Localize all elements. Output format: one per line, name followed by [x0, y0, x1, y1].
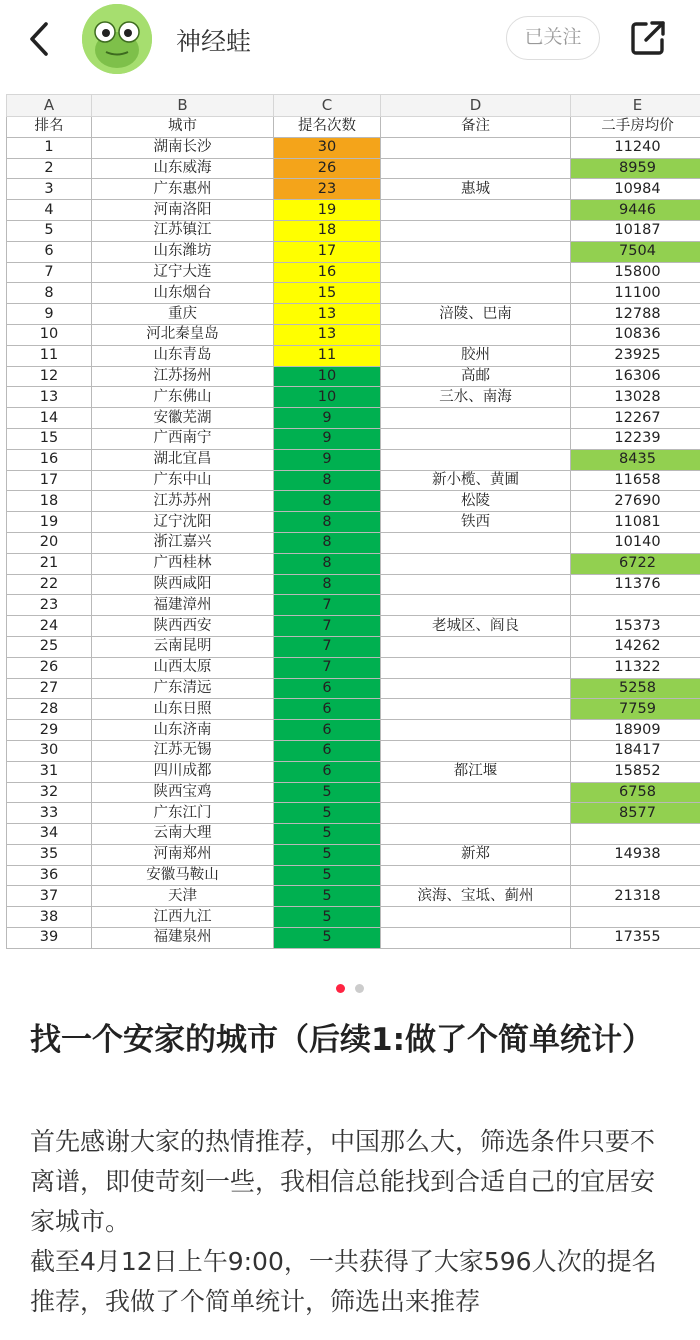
cell-price: 5258 [571, 678, 700, 699]
top-bar [0, 0, 700, 78]
cell-price: 16306 [571, 366, 700, 387]
cell-note [381, 824, 571, 845]
carousel-dot [355, 984, 364, 993]
cell-rank: 8 [7, 283, 92, 304]
cell-count: 7 [274, 616, 381, 637]
cell-note: 惠城 [381, 179, 571, 200]
cell-price [571, 865, 700, 886]
cell-price: 11240 [571, 137, 700, 158]
cell-count: 10 [274, 366, 381, 387]
post-image-spreadsheet[interactable] [0, 94, 700, 960]
table-row [7, 366, 700, 387]
cell-city: 广西南宁 [92, 428, 274, 449]
cell-price [571, 824, 700, 845]
carousel-dot-active [336, 984, 345, 993]
cell-city: 河北秦皇岛 [92, 324, 274, 345]
cell-rank: 23 [7, 595, 92, 616]
cell-note [381, 262, 571, 283]
cell-city: 江苏镇江 [92, 220, 274, 241]
cell-count: 6 [274, 761, 381, 782]
cell-rank: 29 [7, 720, 92, 741]
cell-rank: 35 [7, 844, 92, 865]
cell-note [381, 137, 571, 158]
table-row [7, 616, 700, 637]
cell-rank: 22 [7, 574, 92, 595]
cell-price: 11376 [571, 574, 700, 595]
cell-city: 福建泉州 [92, 928, 274, 949]
cell-city: 山东日照 [92, 699, 274, 720]
table-row [7, 241, 700, 262]
cell-count: 7 [274, 595, 381, 616]
cell-price: 27690 [571, 491, 700, 512]
cell-rank: 18 [7, 491, 92, 512]
post-paragraph: 截至4月12日上午9:00，一共获得了大家596人次的提名推荐，我做了个简单统计，筛选出来推荐 [30, 1247, 657, 1316]
table-row [7, 782, 700, 803]
cell-price: 12788 [571, 304, 700, 325]
cell-rank: 9 [7, 304, 92, 325]
cell-city: 重庆 [92, 304, 274, 325]
cell-price: 15800 [571, 262, 700, 283]
cell-city: 山东烟台 [92, 283, 274, 304]
cell-city: 广东惠州 [92, 179, 274, 200]
cell-price: 12267 [571, 408, 700, 429]
table-row [7, 907, 700, 928]
table-row [7, 824, 700, 845]
cell-price: 23925 [571, 345, 700, 366]
cell-rank: 36 [7, 865, 92, 886]
table-row [7, 491, 700, 512]
cell-price: 10984 [571, 179, 700, 200]
cell-count: 8 [274, 470, 381, 491]
table-row [7, 137, 700, 158]
cell-city: 天津 [92, 886, 274, 907]
carousel-indicator [0, 978, 700, 990]
cell-city: 山西太原 [92, 657, 274, 678]
table-row [7, 699, 700, 720]
cell-price: 21318 [571, 886, 700, 907]
header-cell-city: 城市 [92, 117, 274, 138]
table-row [7, 387, 700, 408]
cell-rank: 24 [7, 616, 92, 637]
table-row [7, 304, 700, 325]
cell-price: 13028 [571, 387, 700, 408]
follow-button[interactable]: 已关注 [506, 16, 600, 60]
cell-count: 6 [274, 720, 381, 741]
cell-note [381, 803, 571, 824]
cell-price: 11322 [571, 657, 700, 678]
cell-rank: 21 [7, 553, 92, 574]
table-body [7, 137, 700, 948]
cell-city: 辽宁大连 [92, 262, 274, 283]
cell-count: 6 [274, 699, 381, 720]
cell-city: 江苏无锡 [92, 740, 274, 761]
table-row [7, 740, 700, 761]
cell-city: 广东中山 [92, 470, 274, 491]
cell-note: 都江堰 [381, 761, 571, 782]
cell-note [381, 636, 571, 657]
cell-count: 5 [274, 928, 381, 949]
cell-rank: 16 [7, 449, 92, 470]
header-cell-note: 备注 [381, 117, 571, 138]
cell-city: 广东佛山 [92, 387, 274, 408]
table-row [7, 262, 700, 283]
table-row [7, 761, 700, 782]
cell-city: 河南郑州 [92, 844, 274, 865]
cell-count: 8 [274, 512, 381, 533]
cell-rank: 1 [7, 137, 92, 158]
cell-count: 9 [274, 449, 381, 470]
cell-count: 17 [274, 241, 381, 262]
cell-price: 14262 [571, 636, 700, 657]
cell-price: 11100 [571, 283, 700, 304]
cell-note [381, 907, 571, 928]
table-row [7, 720, 700, 741]
cell-count: 7 [274, 636, 381, 657]
cell-note: 新小榄、黄圃 [381, 470, 571, 491]
cell-note [381, 720, 571, 741]
table-row [7, 470, 700, 491]
cell-rank: 11 [7, 345, 92, 366]
cell-price: 18417 [571, 740, 700, 761]
table-row [7, 678, 700, 699]
cell-price: 7504 [571, 241, 700, 262]
cell-count: 5 [274, 907, 381, 928]
cell-count: 9 [274, 408, 381, 429]
cell-city: 山东青岛 [92, 345, 274, 366]
table-row [7, 428, 700, 449]
cell-rank: 10 [7, 324, 92, 345]
cell-city: 云南大理 [92, 824, 274, 845]
cell-count: 5 [274, 886, 381, 907]
cell-city: 广东清远 [92, 678, 274, 699]
cell-count: 15 [274, 283, 381, 304]
cell-count: 6 [274, 740, 381, 761]
table-row [7, 532, 700, 553]
table-row [7, 408, 700, 429]
cell-city: 河南洛阳 [92, 200, 274, 221]
cell-note [381, 241, 571, 262]
cell-rank: 5 [7, 220, 92, 241]
cell-rank: 38 [7, 907, 92, 928]
cell-city: 广东江门 [92, 803, 274, 824]
author-name[interactable]: 神经蛙 [176, 27, 252, 56]
cell-rank: 32 [7, 782, 92, 803]
cell-rank: 17 [7, 470, 92, 491]
table-row [7, 928, 700, 949]
cell-count: 6 [274, 678, 381, 699]
cell-count: 7 [274, 657, 381, 678]
cell-note: 胶州 [381, 345, 571, 366]
cell-city: 江苏苏州 [92, 491, 274, 512]
table-row [7, 200, 700, 221]
cell-rank: 28 [7, 699, 92, 720]
cell-price: 12239 [571, 428, 700, 449]
cell-price: 17355 [571, 928, 700, 949]
cell-price: 10140 [571, 532, 700, 553]
cell-city: 安徽马鞍山 [92, 865, 274, 886]
cell-rank: 15 [7, 428, 92, 449]
cell-price: 10836 [571, 324, 700, 345]
cell-count: 19 [274, 200, 381, 221]
cell-note [381, 220, 571, 241]
table-row [7, 283, 700, 304]
cell-note: 三水、南海 [381, 387, 571, 408]
table-row [7, 179, 700, 200]
cell-city: 四川成都 [92, 761, 274, 782]
cell-rank: 12 [7, 366, 92, 387]
table-row [7, 324, 700, 345]
cell-city: 陕西咸阳 [92, 574, 274, 595]
table-row [7, 512, 700, 533]
column-letter: D [381, 95, 571, 117]
column-letter-row [7, 95, 700, 117]
cell-price: 10187 [571, 220, 700, 241]
cell-city: 山东济南 [92, 720, 274, 741]
cell-note: 高邮 [381, 366, 571, 387]
cell-count: 5 [274, 782, 381, 803]
cell-price: 8959 [571, 158, 700, 179]
table-row [7, 636, 700, 657]
cell-note [381, 865, 571, 886]
header-row [7, 117, 700, 138]
header-cell-price: 二手房均价 [571, 117, 700, 138]
cell-rank: 6 [7, 241, 92, 262]
post-title: 找一个安家的城市（后续1:做了个简单统计） [30, 1022, 653, 1058]
cell-count: 5 [274, 803, 381, 824]
chevron-left-icon[interactable] [22, 18, 62, 60]
cell-rank: 20 [7, 532, 92, 553]
cell-city: 湖北宜昌 [92, 449, 274, 470]
table-row [7, 803, 700, 824]
table-row [7, 345, 700, 366]
cell-note [381, 574, 571, 595]
table-row [7, 657, 700, 678]
cell-count: 23 [274, 179, 381, 200]
cell-price: 8435 [571, 449, 700, 470]
cell-note [381, 740, 571, 761]
table-row [7, 158, 700, 179]
cell-city: 广西桂林 [92, 553, 274, 574]
cell-rank: 30 [7, 740, 92, 761]
cell-rank: 13 [7, 387, 92, 408]
cell-rank: 2 [7, 158, 92, 179]
cell-rank: 19 [7, 512, 92, 533]
cell-count: 5 [274, 824, 381, 845]
cell-price: 14938 [571, 844, 700, 865]
cell-count: 16 [274, 262, 381, 283]
table-row [7, 595, 700, 616]
cell-count: 5 [274, 865, 381, 886]
cell-price: 9446 [571, 200, 700, 221]
cell-city: 安徽芜湖 [92, 408, 274, 429]
cell-price: 15852 [571, 761, 700, 782]
cell-city: 江西九江 [92, 907, 274, 928]
cell-city: 云南昆明 [92, 636, 274, 657]
cell-count: 13 [274, 304, 381, 325]
cell-note [381, 449, 571, 470]
cell-note [381, 200, 571, 221]
column-letter: A [7, 95, 92, 117]
cell-note [381, 408, 571, 429]
cell-city: 山东威海 [92, 158, 274, 179]
cell-note [381, 428, 571, 449]
cell-rank: 34 [7, 824, 92, 845]
avatar[interactable] [82, 4, 152, 74]
spreadsheet-table [6, 94, 700, 949]
table-row [7, 449, 700, 470]
cell-count: 11 [274, 345, 381, 366]
cell-rank: 27 [7, 678, 92, 699]
cell-note: 新郑 [381, 844, 571, 865]
cell-rank: 37 [7, 886, 92, 907]
cell-note: 松陵 [381, 491, 571, 512]
cell-count: 26 [274, 158, 381, 179]
cell-rank: 25 [7, 636, 92, 657]
cell-rank: 7 [7, 262, 92, 283]
cell-price: 11658 [571, 470, 700, 491]
cell-count: 13 [274, 324, 381, 345]
cell-note [381, 699, 571, 720]
cell-note: 铁西 [381, 512, 571, 533]
cell-count: 8 [274, 574, 381, 595]
share-icon[interactable] [628, 18, 668, 58]
cell-city: 陕西宝鸡 [92, 782, 274, 803]
cell-city: 辽宁沈阳 [92, 512, 274, 533]
cell-price: 15373 [571, 616, 700, 637]
cell-count: 5 [274, 844, 381, 865]
cell-note: 老城区、阎良 [381, 616, 571, 637]
cell-price: 11081 [571, 512, 700, 533]
post-body [30, 1122, 670, 1322]
cell-note [381, 553, 571, 574]
cell-count: 8 [274, 491, 381, 512]
column-letter: C [274, 95, 381, 117]
cell-city: 福建漳州 [92, 595, 274, 616]
cell-count: 8 [274, 553, 381, 574]
cell-city: 江苏扬州 [92, 366, 274, 387]
cell-count: 10 [274, 387, 381, 408]
cell-price: 6758 [571, 782, 700, 803]
cell-note [381, 657, 571, 678]
cell-city: 陕西西安 [92, 616, 274, 637]
cell-rank: 39 [7, 928, 92, 949]
cell-price: 18909 [571, 720, 700, 741]
cell-note [381, 782, 571, 803]
cell-rank: 26 [7, 657, 92, 678]
header-cell-rank: 排名 [7, 117, 92, 138]
cell-note [381, 928, 571, 949]
cell-note: 滨海、宝坻、蓟州 [381, 886, 571, 907]
cell-rank: 4 [7, 200, 92, 221]
cell-price: 7759 [571, 699, 700, 720]
cell-note [381, 678, 571, 699]
cell-price [571, 595, 700, 616]
cell-rank: 3 [7, 179, 92, 200]
cell-rank: 33 [7, 803, 92, 824]
table-row [7, 844, 700, 865]
cell-price: 6722 [571, 553, 700, 574]
cell-note [381, 283, 571, 304]
cell-note [381, 324, 571, 345]
table-row [7, 574, 700, 595]
cell-count: 30 [274, 137, 381, 158]
cell-rank: 31 [7, 761, 92, 782]
column-letter: E [571, 95, 700, 117]
cell-price: 8577 [571, 803, 700, 824]
cell-note: 涪陵、巴南 [381, 304, 571, 325]
cell-city: 湖南长沙 [92, 137, 274, 158]
table-row [7, 865, 700, 886]
table-row [7, 220, 700, 241]
table-row [7, 886, 700, 907]
cell-note [381, 158, 571, 179]
cell-rank: 14 [7, 408, 92, 429]
cell-note [381, 595, 571, 616]
header-cell-count: 提名次数 [274, 117, 381, 138]
cell-city: 浙江嘉兴 [92, 532, 274, 553]
cell-count: 8 [274, 532, 381, 553]
cell-city: 山东潍坊 [92, 241, 274, 262]
table-row [7, 553, 700, 574]
cell-note [381, 532, 571, 553]
cell-price [571, 907, 700, 928]
cell-count: 9 [274, 428, 381, 449]
column-letter: B [92, 95, 274, 117]
cell-count: 18 [274, 220, 381, 241]
post-paragraph: 首先感谢大家的热情推荐，中国那么大，筛选条件只要不离谱，即使苛刻一些，我相信总能找到合适自己的宜居安家城市。 [30, 1127, 656, 1236]
